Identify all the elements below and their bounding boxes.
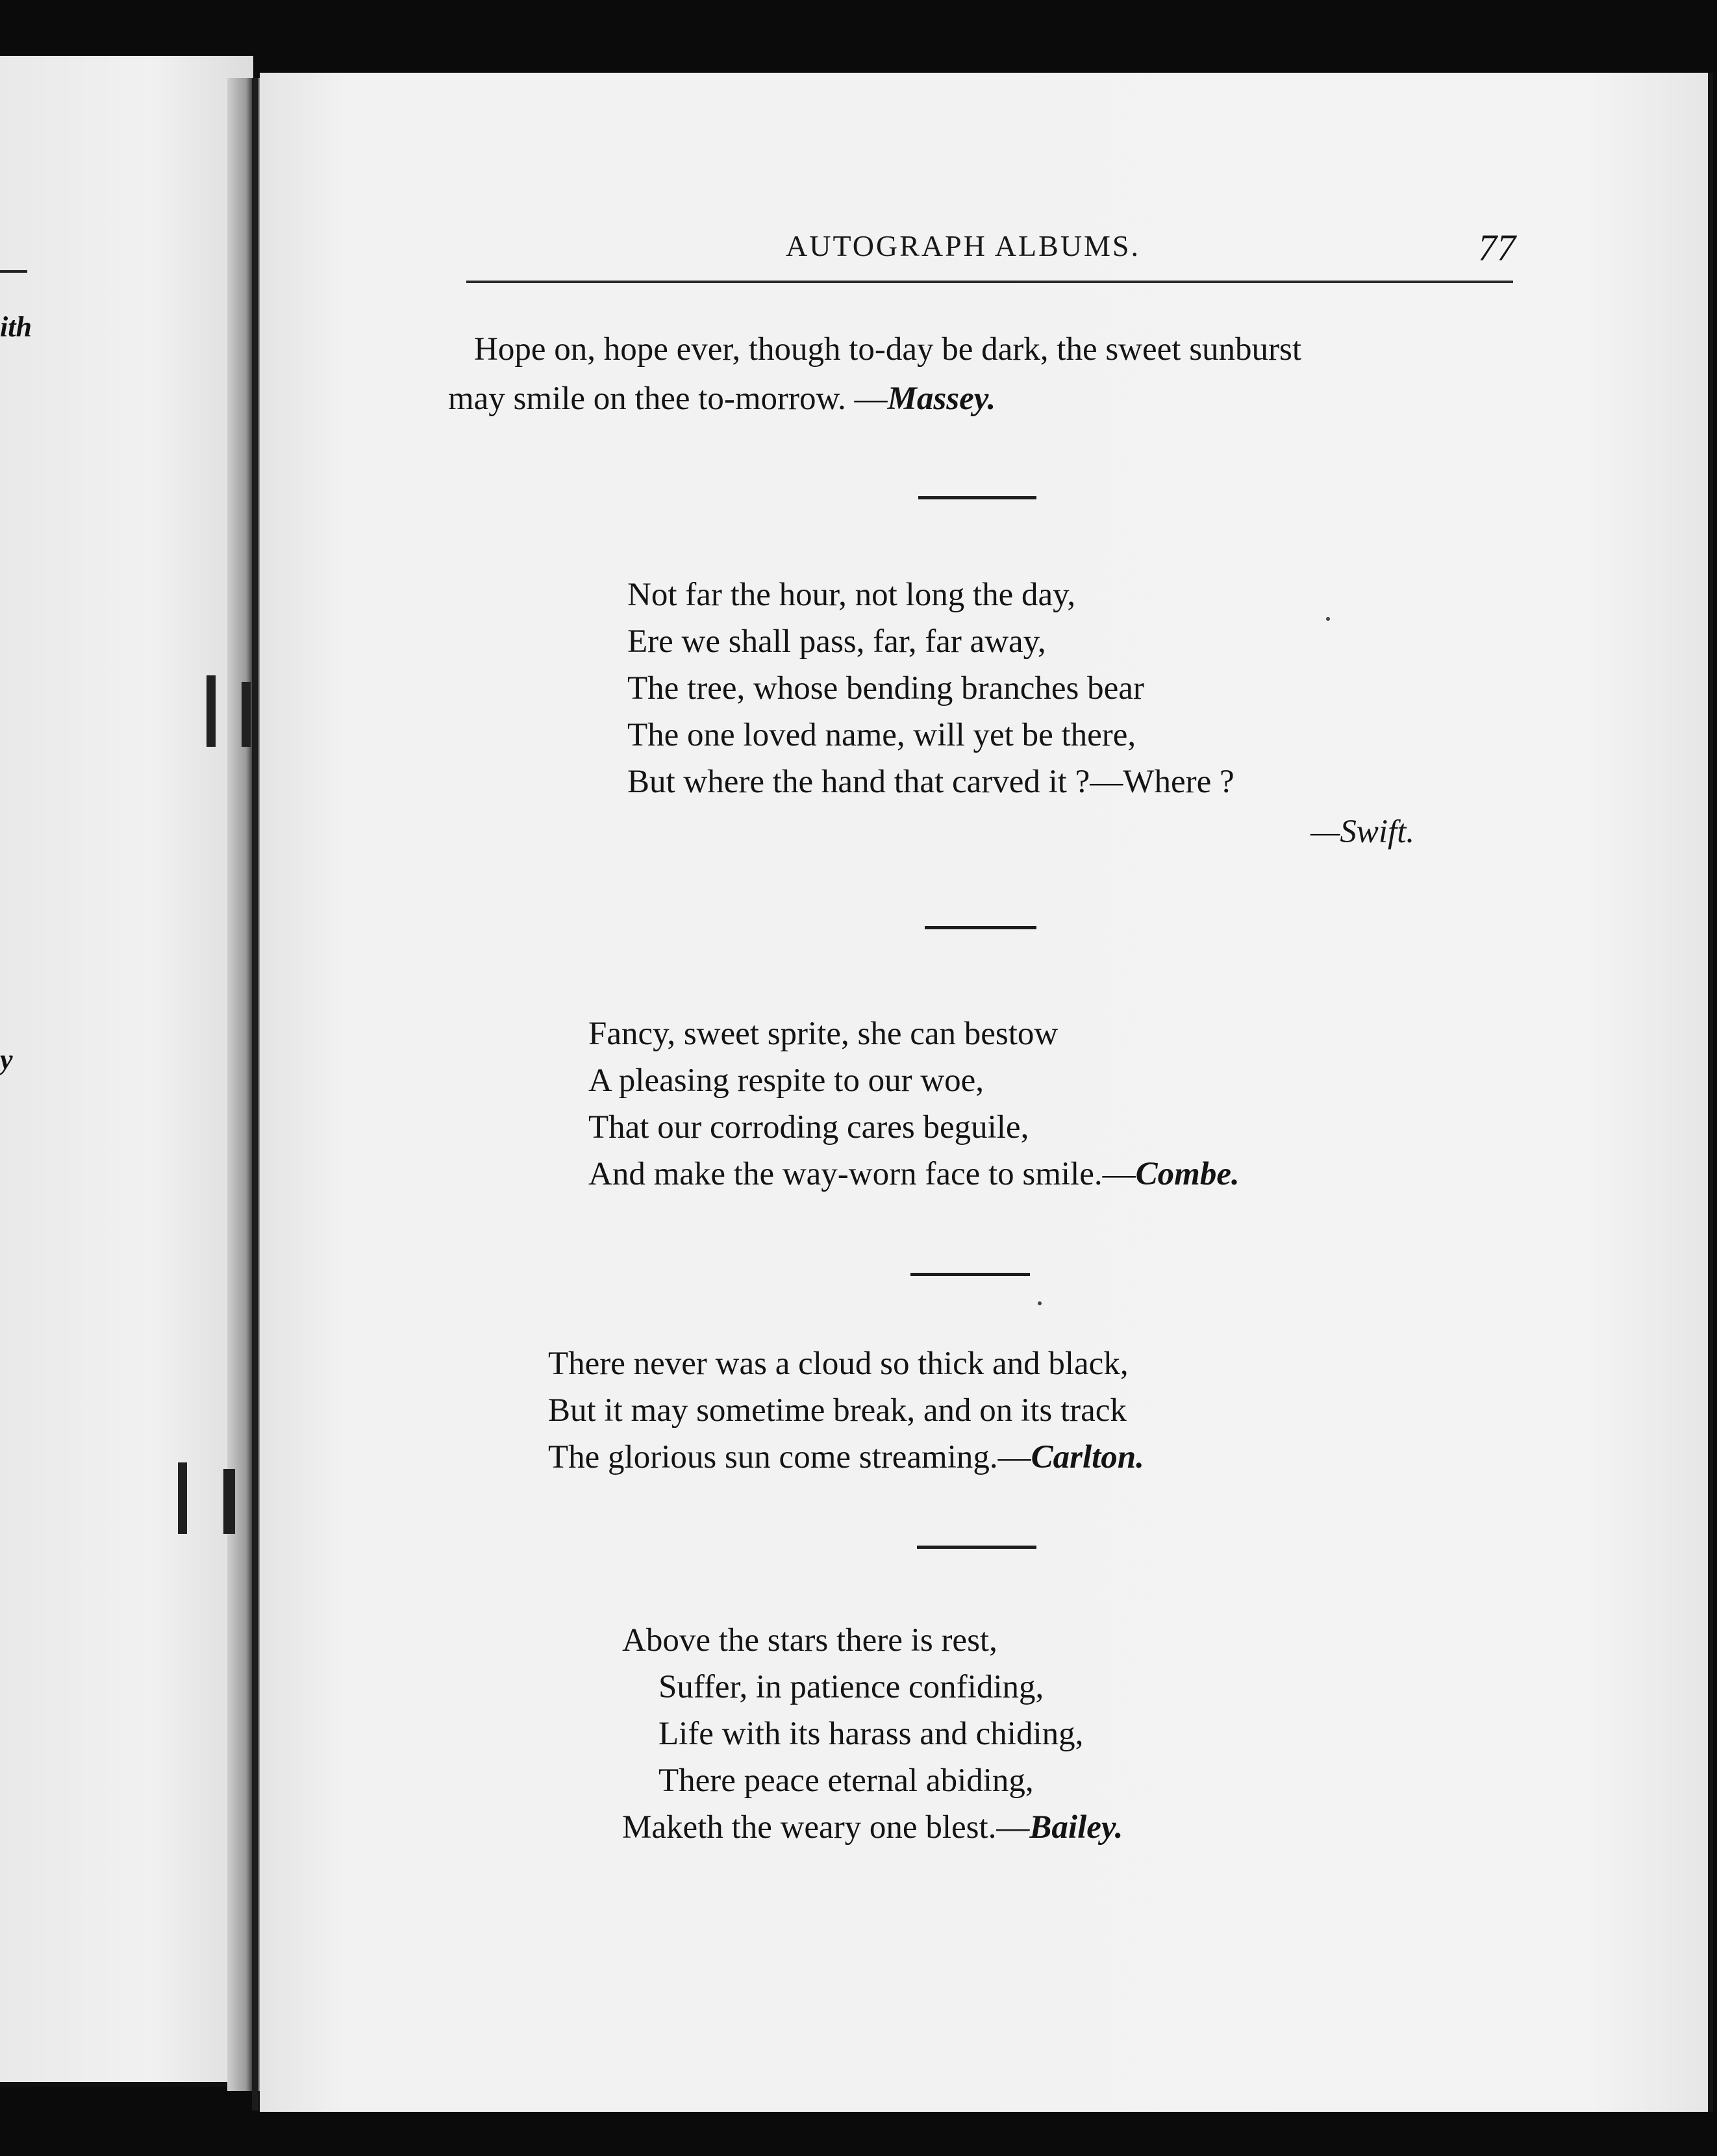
page-number: 77 [1478,227,1516,269]
verse-line: A pleasing respite to our woe, [588,1062,984,1099]
binding-staple [178,1462,187,1534]
verse-line: The one loved name, will yet be there, [627,717,1136,753]
text-line-body: may smile on thee to-morrow. — [448,381,888,417]
verse-line: There peace eternal abiding, [658,1762,1034,1799]
verse-line: The tree, whose bending branches bear [627,670,1144,707]
entry-combe [588,1010,1240,1197]
verse-line: Suffer, in patience confiding, [658,1669,1044,1705]
left-page-text-fragment: y [0,1044,13,1075]
entry-carlton [548,1340,1144,1481]
verse-line-body: The glorious sun come streaming.— [548,1439,1031,1475]
verse-line [588,1151,1240,1197]
verse-line [622,1804,1123,1851]
header-rule [466,281,1513,283]
verse-line: Life with its harass and chiding, [658,1716,1084,1752]
verse-line-body: Maketh the weary one blest.— [622,1809,1030,1846]
verse-line [548,1434,1144,1481]
left-page [0,56,253,2087]
verse-line: But it may sometime break, and on its track [548,1392,1127,1429]
author-attribution: Massey. [887,381,996,417]
entry-bailey [622,1617,1123,1851]
binding-staple [207,675,216,747]
running-head [466,226,1516,271]
left-page-text-fragment: ith [0,311,32,343]
paper-speck [1326,617,1330,621]
section-divider [917,1546,1036,1549]
text-line [448,374,1526,423]
section-divider [910,1273,1030,1276]
author-attribution: Combe. [1135,1156,1240,1192]
verse-line: Fancy, sweet sprite, she can bestow [588,1016,1059,1052]
spine-edge [252,78,258,2111]
section-divider [918,496,1036,499]
entry-massey [448,325,1526,423]
verse-line: But where the hand that carved it ?—Where ? [627,764,1234,800]
verse-line: There never was a cloud so thick and black, [548,1346,1129,1382]
entry-swift [627,571,1234,805]
verse-line-body: And make the way-worn face to smile.— [588,1156,1136,1192]
paper-speck [1038,1301,1042,1305]
verse-line: Above the stars there is rest, [622,1622,997,1659]
text-line: Hope on, hope ever, though to-day be dark, the sweet sunburst [474,331,1302,368]
binding-staple [223,1469,235,1534]
verse-line: That our corroding cares beguile, [588,1109,1029,1146]
author-attribution: Bailey. [1029,1809,1123,1846]
author-attribution: Carlton. [1031,1439,1144,1475]
binding-staple [242,682,251,747]
page-title: AUTOGRAPH ALBUMS. [786,229,1141,262]
section-divider [925,926,1036,929]
author-attribution: —Swift. [1310,814,1415,850]
left-page-rule [0,270,27,273]
verse-line: Ere we shall pass, far, far away, [627,623,1046,660]
verse-line: Not far the hour, not long the day, [627,577,1076,613]
